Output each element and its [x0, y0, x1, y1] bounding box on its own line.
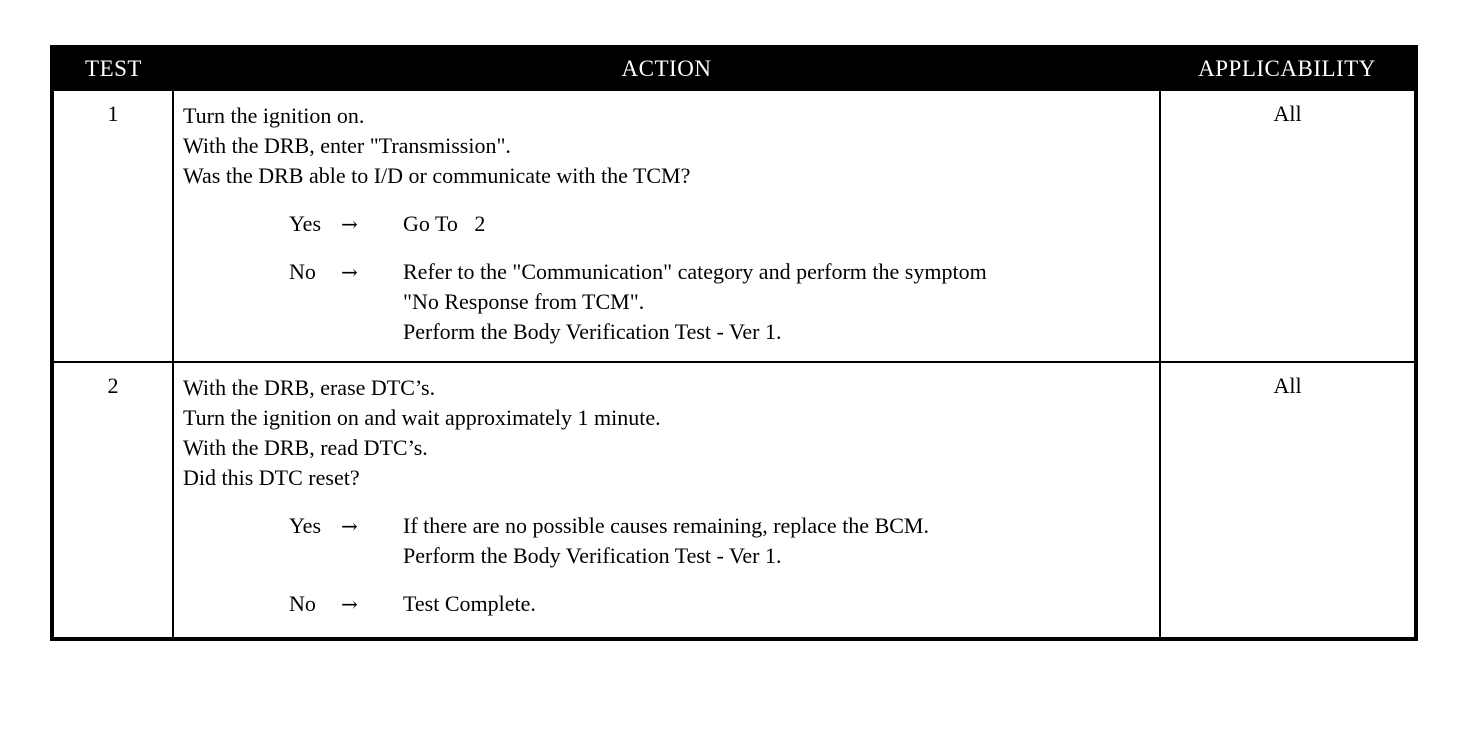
- test-number: 1: [52, 90, 173, 362]
- outcome-yes: [289, 209, 1151, 239]
- table-row: [52, 90, 1416, 362]
- right-arrow-icon: →: [341, 514, 358, 538]
- action-cell: [173, 90, 1160, 362]
- answer-label: Yes: [289, 513, 322, 538]
- applicability-value: All: [1160, 362, 1416, 639]
- test-number: 2: [52, 362, 173, 639]
- outcome-result: [403, 511, 1151, 571]
- table-body: [52, 90, 1416, 639]
- right-arrow-icon: →: [341, 212, 358, 236]
- outcome-result: [403, 257, 1151, 347]
- header-applicability: APPLICABILITY: [1160, 47, 1416, 90]
- outcome-yes: [289, 511, 1151, 571]
- answer-label: No: [289, 591, 316, 616]
- answer-label: Yes: [289, 211, 322, 236]
- result-line: Test Complete.: [403, 591, 536, 616]
- result-line: "No Response from TCM".: [403, 289, 645, 314]
- action-step: Did this DTC reset?: [183, 465, 360, 490]
- outcome-no: [289, 589, 1151, 619]
- result-line: Perform the Body Verification Test - Ver 1.: [403, 543, 782, 568]
- table-header: [52, 47, 1416, 90]
- outcome-list: [183, 511, 1151, 619]
- action-step: Turn the ignition on.: [183, 103, 365, 128]
- answer-label: No: [289, 259, 316, 284]
- header-row: [52, 47, 1416, 90]
- outcome-result: [403, 209, 1151, 239]
- action-step: With the DRB, erase DTC’s.: [183, 375, 436, 400]
- header-action: ACTION: [173, 47, 1160, 90]
- action-step: Was the DRB able to I/D or communicate with the TCM?: [183, 163, 691, 188]
- outcome-list: [183, 209, 1151, 347]
- right-arrow-icon: →: [341, 592, 358, 616]
- outcome-result: [403, 589, 1151, 619]
- table-row: [52, 362, 1416, 639]
- diagnostic-test-table: [50, 45, 1418, 641]
- result-line: Perform the Body Verification Test - Ver 1.: [403, 319, 782, 344]
- result-line: Refer to the "Communication" category and perform the symptom: [403, 259, 987, 284]
- result-line: If there are no possible causes remaining, replace the BCM.: [403, 513, 929, 538]
- action-step: With the DRB, enter "Transmission".: [183, 133, 511, 158]
- result-line: Go To 2: [403, 211, 486, 236]
- outcome-no: [289, 257, 1151, 347]
- applicability-value: All: [1160, 90, 1416, 362]
- action-step: Turn the ignition on and wait approximately 1 minute.: [183, 405, 661, 430]
- action-step: With the DRB, read DTC’s.: [183, 435, 428, 460]
- header-test: TEST: [52, 47, 173, 90]
- right-arrow-icon: →: [341, 260, 358, 284]
- action-cell: [173, 362, 1160, 639]
